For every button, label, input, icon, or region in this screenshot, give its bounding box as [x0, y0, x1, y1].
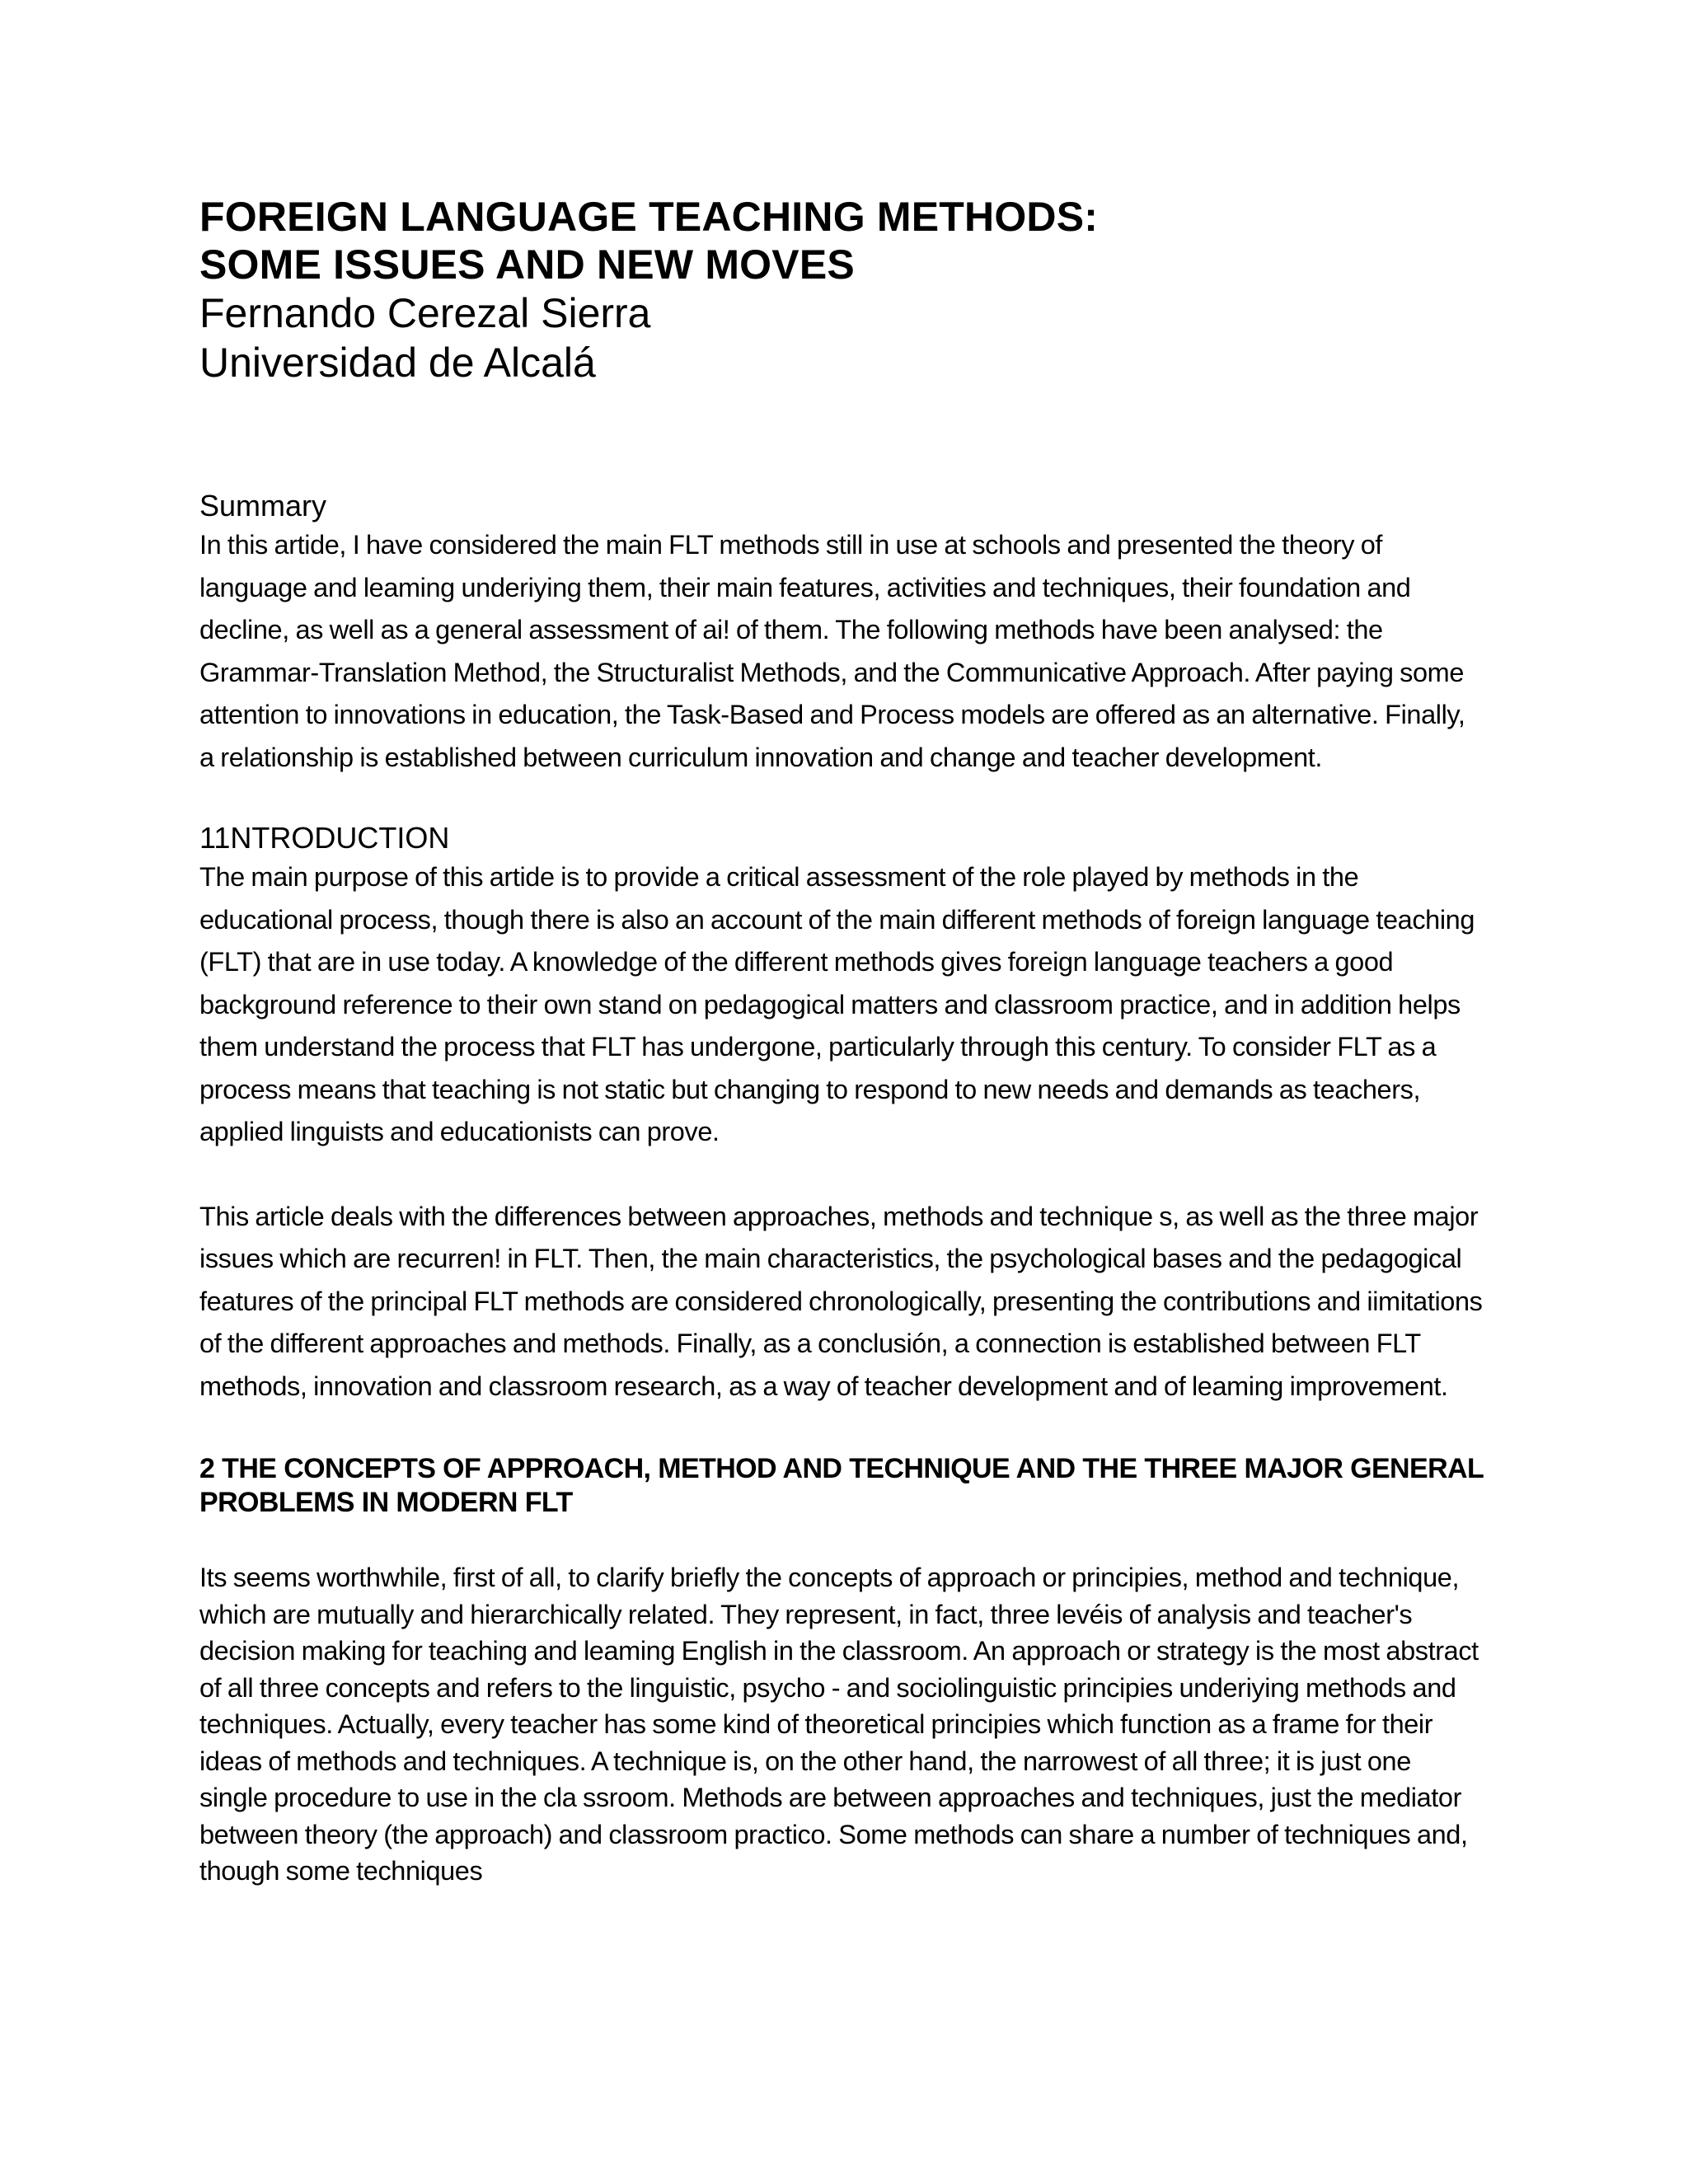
section-2-heading: 2 THE CONCEPTS OF APPROACH, METHOD AND TECHNIQUE AND THE THREE MAJOR GENERAL PROBLEMS IN MODERN FLT [199, 1453, 1484, 1518]
paper-title-line-1: FOREIGN LANGUAGE TEACHING METHODS: [199, 194, 1099, 240]
summary-paragraph: In this artide, I have considered the main FLT methods still in use at schools and presented the theory of language and leaming underiying them, their main features, activities and techniques, their foundation and decline, as well as a general assessment of ai! of them. The following methods have been analysed: the Grammar-Translation Method, the Structuralist Methods, and the Communicative Approach. After paying some attention to innovations in education, the Task-Based and Process models are offered as an alternative. Finally, a relationship is established between curriculum innovation and change and teacher development. [199, 530, 1465, 772]
paper-page [199, 193, 1485, 1890]
introduction-paragraph-1: The main purpose of this artide is to provide a critical assessment of the role played by methods in the educational process, though there is also an account of the main different methods of foreign language teaching (FLT) that are in use today. A knowledge of the different methods gives foreign language teachers a good background reference to their own stand on pedagogical matters and classroom practice, and in addition helps them understand the process that FLT has undergone, particularly through this century. To consider FLT as a process means that teaching is not static but changing to respond to new needs and demands as teachers, applied linguists and educationists can prove. [199, 862, 1475, 1146]
section-2-paragraph: Its seems worthwhile, first of all, to clarify briefly the concepts of approach or principies, method and technique, which are mutually and hierarchically related. They represent, in fact, three levéis of analysis and teacher's decision making for teaching and leaming English in the classroom. An approach or strategy is the most abstract of all three concepts and refers to the linguistic, psycho - and sociolinguistic principies underiying methods and techniques. Actually, every teacher has some kind of theoretical principies which function as a frame for their ideas of methods and techniques. A technique is, on the other hand, the narrowest of all three; it is just one single procedure to use in the cla ssroom. Methods are between approaches and techniques, just the mediator between theory (the approach) and classroom practico. Some methods can share a number of techniques and, though some techniques [199, 1563, 1479, 1886]
author-affiliation: Universidad de Alcalá [199, 340, 596, 386]
summary-heading: Summary [199, 489, 327, 523]
author-name: Fernando Cerezal Sierra [199, 290, 651, 336]
paper-title-line-2: SOME ISSUES AND NEW MOVES [199, 241, 855, 288]
introduction-heading: 11NTRODUCTION [199, 821, 450, 855]
introduction-paragraph-2: This article deals with the differences between approaches, methods and technique s, as well as the three major issues which are recurren! in FLT. Then, the main characteristics, the psychological bases and the pedagogical features of the principal FLT methods are considered chronologically, presenting the contributions and iimitations of the different approaches and methods. Finally, as a conclusión, a connection is established between FLT methods, innovation and classroom research, as a way of teacher development and of leaming improvement. [199, 1201, 1483, 1401]
